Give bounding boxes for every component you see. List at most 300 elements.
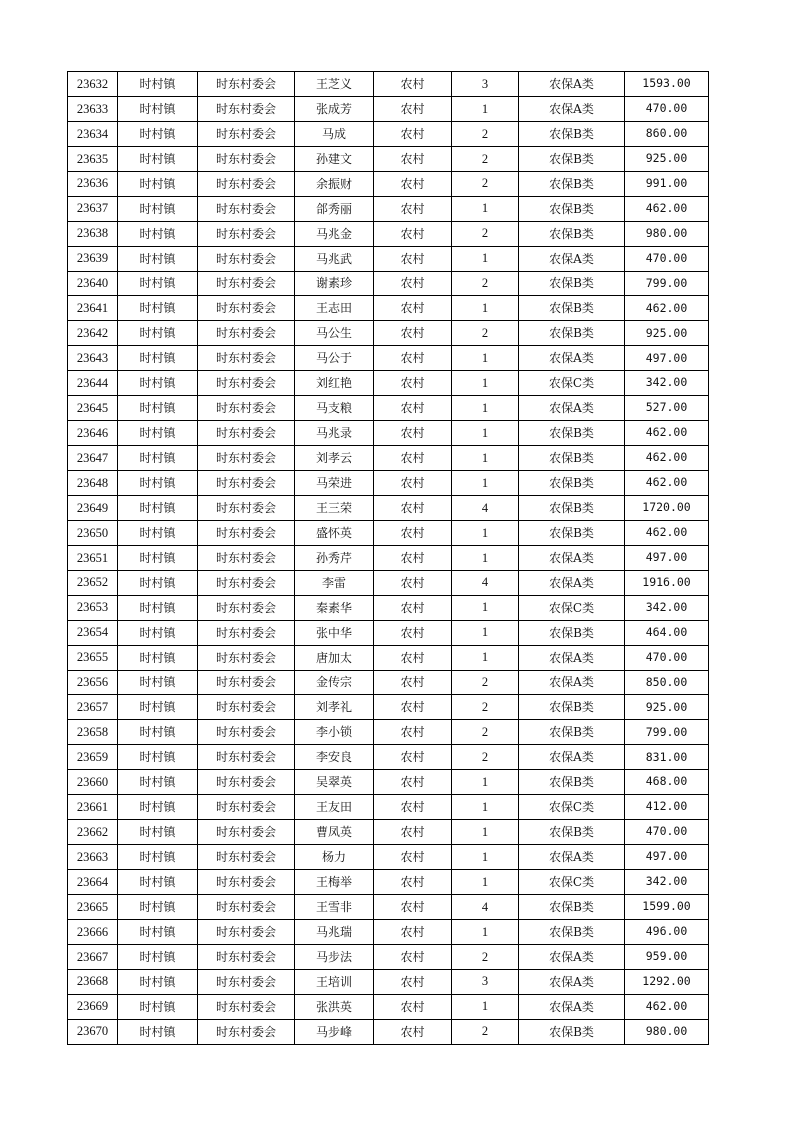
table-row xyxy=(68,296,709,321)
area-type-cell: 农村 xyxy=(374,520,452,545)
table-row xyxy=(68,421,709,446)
table-row xyxy=(68,346,709,371)
table-row xyxy=(68,146,709,171)
village-committee-cell: 时东村委会 xyxy=(198,994,295,1019)
area-type-cell: 农村 xyxy=(374,570,452,595)
record-id-cell: 23633 xyxy=(68,96,118,121)
insurance-category-cell: 农保B类 xyxy=(519,171,625,196)
insurance-category-cell: 农保B类 xyxy=(519,820,625,845)
name-cell: 李安良 xyxy=(295,745,374,770)
town-cell: 时村镇 xyxy=(118,121,198,146)
name-cell: 盛怀英 xyxy=(295,520,374,545)
town-cell: 时村镇 xyxy=(118,271,198,296)
table-row xyxy=(68,196,709,221)
table-row xyxy=(68,246,709,271)
household-count-cell: 1 xyxy=(452,296,519,321)
town-cell: 时村镇 xyxy=(118,620,198,645)
insurance-category-cell: 农保B类 xyxy=(519,495,625,520)
village-committee-cell: 时东村委会 xyxy=(198,221,295,246)
table-row xyxy=(68,520,709,545)
town-cell: 时村镇 xyxy=(118,520,198,545)
village-committee-cell: 时东村委会 xyxy=(198,720,295,745)
name-cell: 王雪非 xyxy=(295,894,374,919)
amount-cell: 468.00 xyxy=(625,770,709,795)
amount-cell: 959.00 xyxy=(625,944,709,969)
amount-cell: 462.00 xyxy=(625,471,709,496)
area-type-cell: 农村 xyxy=(374,894,452,919)
village-committee-cell: 时东村委会 xyxy=(198,894,295,919)
table-row xyxy=(68,570,709,595)
table-row xyxy=(68,545,709,570)
amount-cell: 462.00 xyxy=(625,196,709,221)
amount-cell: 412.00 xyxy=(625,795,709,820)
amount-cell: 831.00 xyxy=(625,745,709,770)
record-id-cell: 23666 xyxy=(68,919,118,944)
household-count-cell: 1 xyxy=(452,545,519,570)
household-count-cell: 1 xyxy=(452,346,519,371)
household-count-cell: 2 xyxy=(452,221,519,246)
table-row xyxy=(68,870,709,895)
amount-cell: 470.00 xyxy=(625,246,709,271)
insurance-category-cell: 农保A类 xyxy=(519,969,625,994)
record-id-cell: 23664 xyxy=(68,870,118,895)
village-committee-cell: 时东村委会 xyxy=(198,321,295,346)
name-cell: 谢素珍 xyxy=(295,271,374,296)
household-count-cell: 2 xyxy=(452,695,519,720)
town-cell: 时村镇 xyxy=(118,396,198,421)
area-type-cell: 农村 xyxy=(374,720,452,745)
insurance-category-cell: 农保A类 xyxy=(519,570,625,595)
village-committee-cell: 时东村委会 xyxy=(198,396,295,421)
amount-cell: 799.00 xyxy=(625,271,709,296)
household-count-cell: 1 xyxy=(452,196,519,221)
name-cell: 张成芳 xyxy=(295,96,374,121)
name-cell: 郃秀丽 xyxy=(295,196,374,221)
name-cell: 王梅举 xyxy=(295,870,374,895)
village-committee-cell: 时东村委会 xyxy=(198,146,295,171)
record-id-cell: 23661 xyxy=(68,795,118,820)
record-id-cell: 23663 xyxy=(68,845,118,870)
area-type-cell: 农村 xyxy=(374,994,452,1019)
insurance-category-cell: 农保B类 xyxy=(519,471,625,496)
name-cell: 马公生 xyxy=(295,321,374,346)
town-cell: 时村镇 xyxy=(118,495,198,520)
amount-cell: 497.00 xyxy=(625,346,709,371)
name-cell: 孙建文 xyxy=(295,146,374,171)
town-cell: 时村镇 xyxy=(118,321,198,346)
village-committee-cell: 时东村委会 xyxy=(198,72,295,97)
record-id-cell: 23646 xyxy=(68,421,118,446)
record-id-cell: 23657 xyxy=(68,695,118,720)
amount-cell: 1720.00 xyxy=(625,495,709,520)
household-count-cell: 1 xyxy=(452,795,519,820)
name-cell: 刘红艳 xyxy=(295,371,374,396)
insurance-category-cell: 农保B类 xyxy=(519,520,625,545)
village-committee-cell: 时东村委会 xyxy=(198,570,295,595)
area-type-cell: 农村 xyxy=(374,495,452,520)
household-count-cell: 1 xyxy=(452,870,519,895)
area-type-cell: 农村 xyxy=(374,221,452,246)
name-cell: 王友田 xyxy=(295,795,374,820)
area-type-cell: 农村 xyxy=(374,820,452,845)
area-type-cell: 农村 xyxy=(374,171,452,196)
amount-cell: 980.00 xyxy=(625,221,709,246)
table-row xyxy=(68,745,709,770)
amount-cell: 860.00 xyxy=(625,121,709,146)
town-cell: 时村镇 xyxy=(118,96,198,121)
village-committee-cell: 时东村委会 xyxy=(198,421,295,446)
town-cell: 时村镇 xyxy=(118,246,198,271)
name-cell: 刘孝云 xyxy=(295,446,374,471)
area-type-cell: 农村 xyxy=(374,595,452,620)
town-cell: 时村镇 xyxy=(118,845,198,870)
table-row xyxy=(68,795,709,820)
insurance-category-cell: 农保A类 xyxy=(519,246,625,271)
amount-cell: 496.00 xyxy=(625,919,709,944)
record-id-cell: 23662 xyxy=(68,820,118,845)
insurance-category-cell: 农保B类 xyxy=(519,919,625,944)
table-body xyxy=(68,72,709,1045)
town-cell: 时村镇 xyxy=(118,371,198,396)
village-committee-cell: 时东村委会 xyxy=(198,919,295,944)
area-type-cell: 农村 xyxy=(374,421,452,446)
area-type-cell: 农村 xyxy=(374,944,452,969)
name-cell: 李雷 xyxy=(295,570,374,595)
table-row xyxy=(68,770,709,795)
amount-cell: 991.00 xyxy=(625,171,709,196)
amount-cell: 462.00 xyxy=(625,520,709,545)
village-committee-cell: 时东村委会 xyxy=(198,246,295,271)
insurance-category-cell: 农保B类 xyxy=(519,695,625,720)
record-id-cell: 23660 xyxy=(68,770,118,795)
household-count-cell: 1 xyxy=(452,471,519,496)
amount-cell: 925.00 xyxy=(625,146,709,171)
town-cell: 时村镇 xyxy=(118,944,198,969)
record-id-cell: 23669 xyxy=(68,994,118,1019)
record-id-cell: 23668 xyxy=(68,969,118,994)
area-type-cell: 农村 xyxy=(374,620,452,645)
village-committee-cell: 时东村委会 xyxy=(198,620,295,645)
insurance-category-cell: 农保A类 xyxy=(519,845,625,870)
village-committee-cell: 时东村委会 xyxy=(198,171,295,196)
insurance-category-cell: 农保B类 xyxy=(519,1019,625,1044)
record-id-cell: 23649 xyxy=(68,495,118,520)
household-count-cell: 1 xyxy=(452,396,519,421)
amount-cell: 470.00 xyxy=(625,645,709,670)
record-id-cell: 23651 xyxy=(68,545,118,570)
name-cell: 马步峰 xyxy=(295,1019,374,1044)
name-cell: 马步法 xyxy=(295,944,374,969)
insurance-category-cell: 农保A类 xyxy=(519,670,625,695)
table-row xyxy=(68,495,709,520)
table-row xyxy=(68,695,709,720)
insurance-category-cell: 农保A类 xyxy=(519,545,625,570)
area-type-cell: 农村 xyxy=(374,919,452,944)
village-committee-cell: 时东村委会 xyxy=(198,271,295,296)
village-committee-cell: 时东村委会 xyxy=(198,595,295,620)
household-count-cell: 1 xyxy=(452,645,519,670)
amount-cell: 980.00 xyxy=(625,1019,709,1044)
town-cell: 时村镇 xyxy=(118,545,198,570)
table-row xyxy=(68,96,709,121)
record-id-cell: 23656 xyxy=(68,670,118,695)
household-count-cell: 2 xyxy=(452,670,519,695)
name-cell: 马成 xyxy=(295,121,374,146)
insurance-category-cell: 农保A类 xyxy=(519,396,625,421)
household-count-cell: 2 xyxy=(452,271,519,296)
amount-cell: 462.00 xyxy=(625,994,709,1019)
town-cell: 时村镇 xyxy=(118,969,198,994)
table-row xyxy=(68,645,709,670)
insurance-category-cell: 农保A类 xyxy=(519,72,625,97)
name-cell: 马兆录 xyxy=(295,421,374,446)
name-cell: 唐加太 xyxy=(295,645,374,670)
household-count-cell: 4 xyxy=(452,894,519,919)
amount-cell: 462.00 xyxy=(625,421,709,446)
record-id-cell: 23644 xyxy=(68,371,118,396)
insurance-category-cell: 农保B类 xyxy=(519,221,625,246)
insurance-category-cell: 农保B类 xyxy=(519,121,625,146)
household-count-cell: 2 xyxy=(452,171,519,196)
amount-cell: 1599.00 xyxy=(625,894,709,919)
record-id-cell: 23648 xyxy=(68,471,118,496)
name-cell: 曹凤英 xyxy=(295,820,374,845)
record-id-cell: 23659 xyxy=(68,745,118,770)
area-type-cell: 农村 xyxy=(374,196,452,221)
amount-cell: 342.00 xyxy=(625,595,709,620)
insurance-category-cell: 农保A类 xyxy=(519,645,625,670)
town-cell: 时村镇 xyxy=(118,894,198,919)
name-cell: 孙秀芹 xyxy=(295,545,374,570)
household-count-cell: 1 xyxy=(452,421,519,446)
village-committee-cell: 时东村委会 xyxy=(198,96,295,121)
insurance-category-cell: 农保C类 xyxy=(519,870,625,895)
amount-cell: 497.00 xyxy=(625,845,709,870)
area-type-cell: 农村 xyxy=(374,870,452,895)
area-type-cell: 农村 xyxy=(374,446,452,471)
table-row xyxy=(68,620,709,645)
amount-cell: 850.00 xyxy=(625,670,709,695)
amount-cell: 925.00 xyxy=(625,321,709,346)
town-cell: 时村镇 xyxy=(118,994,198,1019)
table-row xyxy=(68,121,709,146)
name-cell: 刘孝礼 xyxy=(295,695,374,720)
town-cell: 时村镇 xyxy=(118,1019,198,1044)
town-cell: 时村镇 xyxy=(118,919,198,944)
amount-cell: 470.00 xyxy=(625,96,709,121)
name-cell: 王三荣 xyxy=(295,495,374,520)
name-cell: 秦素华 xyxy=(295,595,374,620)
village-committee-cell: 时东村委会 xyxy=(198,969,295,994)
table-row xyxy=(68,944,709,969)
record-id-cell: 23640 xyxy=(68,271,118,296)
town-cell: 时村镇 xyxy=(118,346,198,371)
area-type-cell: 农村 xyxy=(374,545,452,570)
town-cell: 时村镇 xyxy=(118,146,198,171)
name-cell: 马兆武 xyxy=(295,246,374,271)
amount-cell: 342.00 xyxy=(625,371,709,396)
insurance-category-cell: 农保B类 xyxy=(519,620,625,645)
record-id-cell: 23658 xyxy=(68,720,118,745)
village-committee-cell: 时东村委会 xyxy=(198,446,295,471)
table-row xyxy=(68,595,709,620)
insurance-category-cell: 农保B类 xyxy=(519,446,625,471)
area-type-cell: 农村 xyxy=(374,670,452,695)
household-count-cell: 1 xyxy=(452,371,519,396)
record-id-cell: 23670 xyxy=(68,1019,118,1044)
village-committee-cell: 时东村委会 xyxy=(198,645,295,670)
area-type-cell: 农村 xyxy=(374,1019,452,1044)
village-committee-cell: 时东村委会 xyxy=(198,770,295,795)
record-id-cell: 23655 xyxy=(68,645,118,670)
household-count-cell: 1 xyxy=(452,994,519,1019)
table-row xyxy=(68,1019,709,1044)
table-row xyxy=(68,670,709,695)
insurance-category-cell: 农保B类 xyxy=(519,196,625,221)
record-id-cell: 23645 xyxy=(68,396,118,421)
table-row xyxy=(68,371,709,396)
town-cell: 时村镇 xyxy=(118,695,198,720)
record-id-cell: 23632 xyxy=(68,72,118,97)
record-id-cell: 23636 xyxy=(68,171,118,196)
insurance-category-cell: 农保A类 xyxy=(519,745,625,770)
area-type-cell: 农村 xyxy=(374,271,452,296)
insurance-category-cell: 农保B类 xyxy=(519,146,625,171)
name-cell: 马公于 xyxy=(295,346,374,371)
area-type-cell: 农村 xyxy=(374,396,452,421)
town-cell: 时村镇 xyxy=(118,221,198,246)
record-id-cell: 23653 xyxy=(68,595,118,620)
town-cell: 时村镇 xyxy=(118,72,198,97)
insurance-category-cell: 农保C类 xyxy=(519,595,625,620)
insurance-category-cell: 农保B类 xyxy=(519,894,625,919)
record-id-cell: 23650 xyxy=(68,520,118,545)
record-id-cell: 23654 xyxy=(68,620,118,645)
town-cell: 时村镇 xyxy=(118,196,198,221)
household-count-cell: 2 xyxy=(452,720,519,745)
amount-cell: 527.00 xyxy=(625,396,709,421)
household-count-cell: 1 xyxy=(452,246,519,271)
household-count-cell: 3 xyxy=(452,969,519,994)
amount-cell: 799.00 xyxy=(625,720,709,745)
record-id-cell: 23652 xyxy=(68,570,118,595)
area-type-cell: 农村 xyxy=(374,96,452,121)
insurance-category-cell: 农保B类 xyxy=(519,271,625,296)
amount-cell: 462.00 xyxy=(625,446,709,471)
amount-cell: 470.00 xyxy=(625,820,709,845)
area-type-cell: 农村 xyxy=(374,321,452,346)
village-committee-cell: 时东村委会 xyxy=(198,296,295,321)
name-cell: 马支粮 xyxy=(295,396,374,421)
area-type-cell: 农村 xyxy=(374,471,452,496)
town-cell: 时村镇 xyxy=(118,795,198,820)
town-cell: 时村镇 xyxy=(118,720,198,745)
household-count-cell: 4 xyxy=(452,570,519,595)
area-type-cell: 农村 xyxy=(374,246,452,271)
name-cell: 李小锁 xyxy=(295,720,374,745)
table-row xyxy=(68,471,709,496)
household-count-cell: 2 xyxy=(452,745,519,770)
name-cell: 王志田 xyxy=(295,296,374,321)
insurance-category-cell: 农保B类 xyxy=(519,421,625,446)
amount-cell: 925.00 xyxy=(625,695,709,720)
record-id-cell: 23641 xyxy=(68,296,118,321)
table-row xyxy=(68,72,709,97)
table-row xyxy=(68,845,709,870)
area-type-cell: 农村 xyxy=(374,745,452,770)
village-committee-cell: 时东村委会 xyxy=(198,695,295,720)
table-row xyxy=(68,321,709,346)
area-type-cell: 农村 xyxy=(374,770,452,795)
table-row xyxy=(68,221,709,246)
area-type-cell: 农村 xyxy=(374,72,452,97)
village-committee-cell: 时东村委会 xyxy=(198,745,295,770)
village-committee-cell: 时东村委会 xyxy=(198,870,295,895)
village-committee-cell: 时东村委会 xyxy=(198,196,295,221)
amount-cell: 497.00 xyxy=(625,545,709,570)
name-cell: 张洪英 xyxy=(295,994,374,1019)
table-row xyxy=(68,994,709,1019)
town-cell: 时村镇 xyxy=(118,770,198,795)
name-cell: 马兆瑞 xyxy=(295,919,374,944)
amount-cell: 464.00 xyxy=(625,620,709,645)
insurance-category-cell: 农保C类 xyxy=(519,795,625,820)
town-cell: 时村镇 xyxy=(118,745,198,770)
table-row xyxy=(68,271,709,296)
record-id-cell: 23643 xyxy=(68,346,118,371)
town-cell: 时村镇 xyxy=(118,421,198,446)
village-committee-cell: 时东村委会 xyxy=(198,471,295,496)
household-count-cell: 1 xyxy=(452,96,519,121)
village-committee-cell: 时东村委会 xyxy=(198,121,295,146)
insurance-category-cell: 农保B类 xyxy=(519,720,625,745)
table-row xyxy=(68,720,709,745)
insurance-category-cell: 农保C类 xyxy=(519,371,625,396)
household-count-cell: 4 xyxy=(452,495,519,520)
household-count-cell: 1 xyxy=(452,919,519,944)
village-committee-cell: 时东村委会 xyxy=(198,1019,295,1044)
town-cell: 时村镇 xyxy=(118,645,198,670)
household-count-cell: 1 xyxy=(452,520,519,545)
village-committee-cell: 时东村委会 xyxy=(198,545,295,570)
table-row xyxy=(68,894,709,919)
town-cell: 时村镇 xyxy=(118,171,198,196)
record-id-cell: 23667 xyxy=(68,944,118,969)
village-committee-cell: 时东村委会 xyxy=(198,670,295,695)
town-cell: 时村镇 xyxy=(118,820,198,845)
record-id-cell: 23634 xyxy=(68,121,118,146)
area-type-cell: 农村 xyxy=(374,296,452,321)
insurance-category-cell: 农保B类 xyxy=(519,296,625,321)
village-committee-cell: 时东村委会 xyxy=(198,944,295,969)
name-cell: 吴翠英 xyxy=(295,770,374,795)
household-count-cell: 3 xyxy=(452,72,519,97)
village-committee-cell: 时东村委会 xyxy=(198,371,295,396)
household-count-cell: 1 xyxy=(452,820,519,845)
amount-cell: 1916.00 xyxy=(625,570,709,595)
table-row xyxy=(68,969,709,994)
table-row xyxy=(68,171,709,196)
village-committee-cell: 时东村委会 xyxy=(198,845,295,870)
town-cell: 时村镇 xyxy=(118,296,198,321)
household-count-cell: 2 xyxy=(452,321,519,346)
area-type-cell: 农村 xyxy=(374,371,452,396)
area-type-cell: 农村 xyxy=(374,695,452,720)
record-id-cell: 23665 xyxy=(68,894,118,919)
household-count-cell: 2 xyxy=(452,121,519,146)
household-count-cell: 1 xyxy=(452,446,519,471)
area-type-cell: 农村 xyxy=(374,969,452,994)
